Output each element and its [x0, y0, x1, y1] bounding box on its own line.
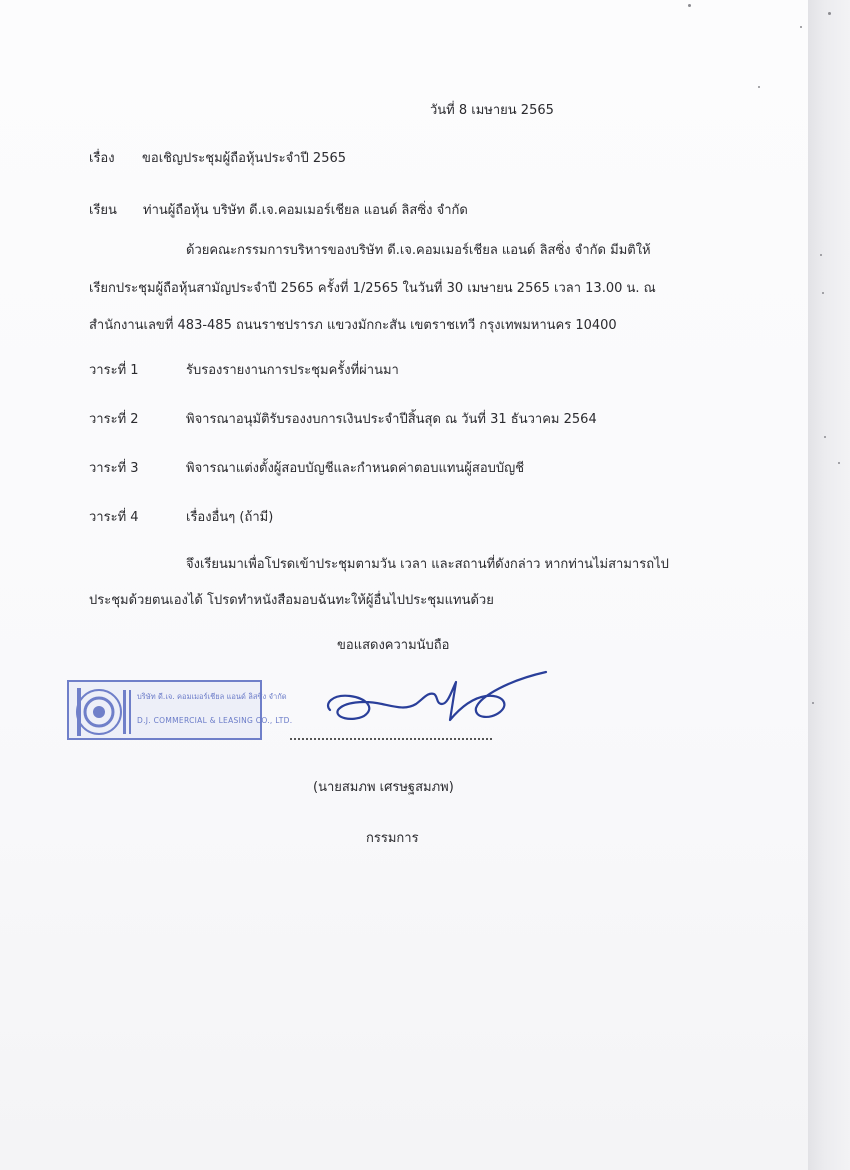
- agenda-text: พิจารณาอนุมัติรับรองงบการเงินประจำปีสิ้นสุด ณ วันที่ 31 ธันวาคม 2564: [186, 412, 597, 427]
- signature-line: [290, 738, 492, 740]
- scan-speck: [824, 436, 826, 438]
- agenda-label: วาระที่ 4: [89, 510, 139, 525]
- stamp-english-text: D.J. COMMERCIAL & LEASING CO., LTD.: [137, 716, 293, 725]
- regards-text: ขอแสดงความนับถือ: [337, 638, 450, 653]
- agenda-label: วาระที่ 3: [89, 461, 139, 476]
- scan-speck: [820, 254, 822, 256]
- signer-title: กรรมการ: [366, 831, 419, 846]
- letter-date: วันที่ 8 เมษายน 2565: [430, 103, 554, 118]
- agenda-text: พิจารณาแต่งตั้งผู้สอบบัญชีและกำหนดค่าตอบแทนผู้สอบบัญชี: [186, 461, 525, 476]
- scan-speck: [688, 4, 691, 7]
- subject-label: เรื่อง: [89, 151, 115, 166]
- scan-speck: [838, 462, 840, 464]
- body-paragraph-line: สำนักงานเลขที่ 483-485 ถนนราชปรารภ แขวงมักกะสัน เขตราชเทวี กรุงเทพมหานคร 10400: [89, 318, 617, 333]
- agenda-text: เรื่องอื่นๆ (ถ้ามี): [186, 510, 274, 525]
- signer-name: (นายสมภพ เศรษฐสมภพ): [313, 780, 454, 795]
- agenda-label: วาระที่ 2: [89, 412, 139, 427]
- recipient-text: ท่านผู้ถือหุ้น บริษัท ดี.เจ.คอมเมอร์เชียล แอนด์ ลิสซิ่ง จำกัด: [143, 203, 468, 218]
- scan-speck: [758, 86, 760, 88]
- scanner-background-edge: [808, 0, 850, 1170]
- company-stamp: [67, 680, 293, 740]
- closing-paragraph-line: จึงเรียนมาเพื่อโปรดเข้าประชุมตามวัน เวลา และสถานที่ดังกล่าว หากท่านไม่สามารถไป: [186, 557, 669, 572]
- scan-speck: [812, 702, 814, 704]
- stamp-thai-text: บริษัท ดี.เจ. คอมเมอร์เชียล แอนด์ ลิสซิ่ง จำกัด: [137, 692, 287, 701]
- stamp-logo-icon: [69, 682, 264, 742]
- closing-paragraph-line: ประชุมด้วยตนเองได้ โปรดทำหนังสือมอบฉันทะให้ผู้อื่นไปประชุมแทนด้วย: [89, 593, 494, 608]
- body-paragraph-line: ด้วยคณะกรรมการบริหารของบริษัท ดี.เจ.คอมเมอร์เชียล แอนด์ ลิสซิ่ง จำกัด มีมติให้: [186, 243, 651, 258]
- agenda-label: วาระที่ 1: [89, 363, 139, 378]
- handwritten-signature: [320, 660, 550, 735]
- subject-text: ขอเชิญประชุมผู้ถือหุ้นประจำปี 2565: [142, 151, 347, 166]
- agenda-text: รับรองรายงานการประชุมครั้งที่ผ่านมา: [186, 363, 399, 378]
- body-paragraph-line: เรียกประชุมผู้ถือหุ้นสามัญประจำปี 2565 ครั้งที่ 1/2565 ในวันที่ 30 เมษายน 2565 เวลา 13.00 น. ณ: [89, 281, 656, 296]
- scan-speck: [800, 26, 802, 28]
- scan-speck: [828, 12, 831, 15]
- scan-speck: [822, 292, 824, 294]
- recipient-label: เรียน: [89, 203, 117, 218]
